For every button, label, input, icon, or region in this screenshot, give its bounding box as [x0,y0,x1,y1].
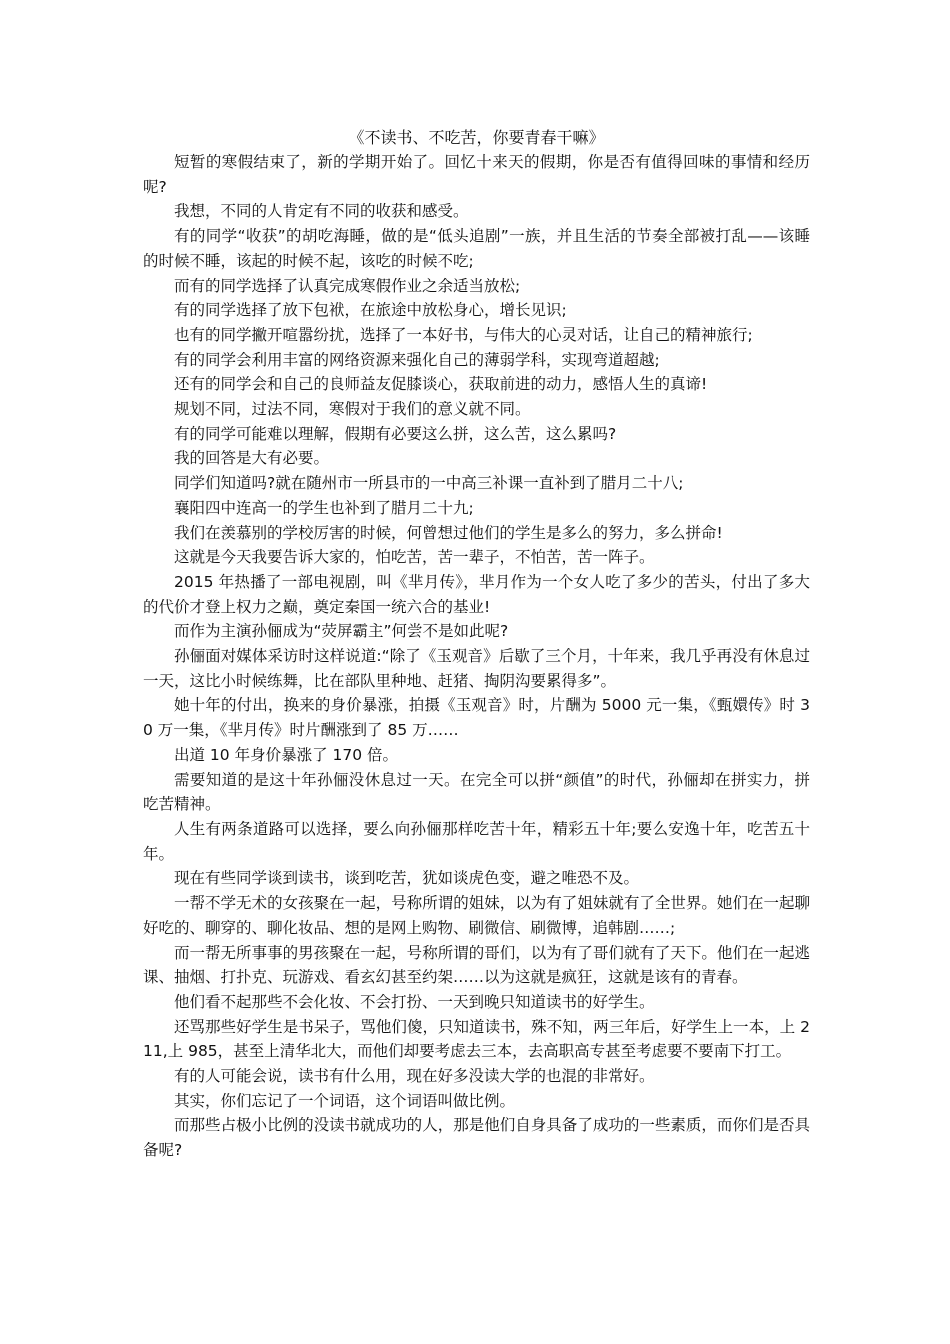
document-title: 《不读书、不吃苦，你要青春干嘛》 [348,128,605,147]
paragraph: 其实，你们忘记了一个词语，这个词语叫做比例。 [174,1091,516,1110]
paragraph: 我们在羡慕别的学校厉害的时候，何曾想过他们的学生是多么的努力，多么拼命! [174,523,723,542]
paragraph: 这就是今天我要告诉大家的，怕吃苦，苦一辈子，不怕苦，苦一阵子。 [174,548,655,567]
paragraph: 2015 年热播了一部电视剧，叫《芈月传》，芈月作为一个女人吃了多少的苦头，付出了多大的代价才登上权力之巅，奠定秦国一统六合的基业! [143,572,810,616]
paragraph: 现在有些同学谈到读书，谈到吃苦，犹如谈虎色变，避之唯恐不及。 [174,869,640,888]
document-page [143,126,810,1163]
paragraph: 我的回答是大有必要。 [174,449,330,468]
paragraph: 也有的同学撇开喧嚣纷扰，选择了一本好书，与伟大的心灵对话，让自己的精神旅行; [174,325,753,344]
paragraph: 有的同学“收获”的胡吃海睡，做的是“低头追剧”一族，并且生活的节奏全部被打乱——该睡的时候不睡，该起的时候不起，该吃的时候不吃; [143,227,810,270]
paragraph: 出道 10 年身价暴涨了 170 倍。 [174,745,399,764]
paragraph: 她十年的付出，换来的身价暴涨，拍摄《玉观音》时，片酬为 5000 元一集，《甄嬛传》时 30 万一集，《芈月传》时片酬涨到了 85 万…… [143,696,810,740]
paragraph: 我想，不同的人肯定有不同的收获和感受。 [174,202,469,221]
paragraph: 短暂的寒假结束了，新的学期开始了。回忆十来天的假期，你是否有值得回味的事情和经历呢? [143,153,810,196]
paragraph: 而那些占极小比例的没读书就成功的人，那是他们自身具备了成功的一些素质，而你们是否具备呢? [143,1116,810,1160]
paragraph: 有的人可能会说，读书有什么用，现在好多没读大学的也混的非常好。 [174,1067,655,1086]
paragraph: 有的同学会利用丰富的网络资源来强化自己的薄弱学科，实现弯道超越; [174,350,660,369]
paragraph: 人生有两条道路可以选择，要么向孙俪那样吃苦十年，精彩五十年;要么安逸十年，吃苦五十年。 [143,819,810,863]
paragraph: 而有的同学选择了认真完成寒假作业之余适当放松; [174,276,521,295]
paragraph: 襄阳四中连高一的学生也补到了腊月二十九; [174,498,474,517]
paragraph: 孙俪面对媒体采访时这样说道:“除了《玉观音》后歇了三个月，十年来，我几乎再没有休息过一天，这比小时候练舞，比在部队里种地、赶猪、掏阴沟要累得多”。 [143,647,810,690]
paragraph: 同学们知道吗?就在随州市一所县市的一中高三补课一直补到了腊月二十八; [174,474,684,493]
document-body [143,150,810,1163]
paragraph: 规划不同，过法不同，寒假对于我们的意义就不同。 [174,400,531,419]
paragraph: 还有的同学会和自己的良师益友促膝谈心，获取前进的动力，感悟人生的真谛! [174,375,708,394]
paragraph: 有的同学选择了放下包袱，在旅途中放松身心，增长见识; [174,301,567,320]
paragraph: 而一帮无所事事的男孩聚在一起，号称所谓的哥们，以为有了哥们就有了天下。他们在一起逃课、抽烟、打扑克、玩游戏、看玄幻甚至约架……以为这就是疯狂，这就是该有的青春。 [143,943,810,987]
paragraph: 一帮不学无术的女孩聚在一起，号称所谓的姐妹，以为有了姐妹就有了全世界。她们在一起聊好吃的、聊穿的、聊化妆品、想的是网上购物、刷微信、刷微博，追韩剧……; [143,894,810,937]
paragraph: 需要知道的是这十年孙俪没休息过一天。在完全可以拼“颜值”的时代，孙俪却在拼实力，拼吃苦精神。 [143,770,810,814]
paragraph: 还骂那些好学生是书呆子，骂他们傻，只知道读书，殊不知，两三年后，好学生上一本，上 211,上 985，甚至上清华北大，而他们却要考虑去三本，去高职高专甚至考虑要不要南下打工。 [143,1017,810,1061]
paragraph: 有的同学可能难以理解，假期有必要这么拼，这么苦，这么累吗? [174,424,617,443]
paragraph: 而作为主演孙俪成为“荧屏霸主”何尝不是如此呢? [174,622,509,641]
paragraph: 他们看不起那些不会化妆、不会打扮、一天到晚只知道读书的好学生。 [174,992,655,1011]
